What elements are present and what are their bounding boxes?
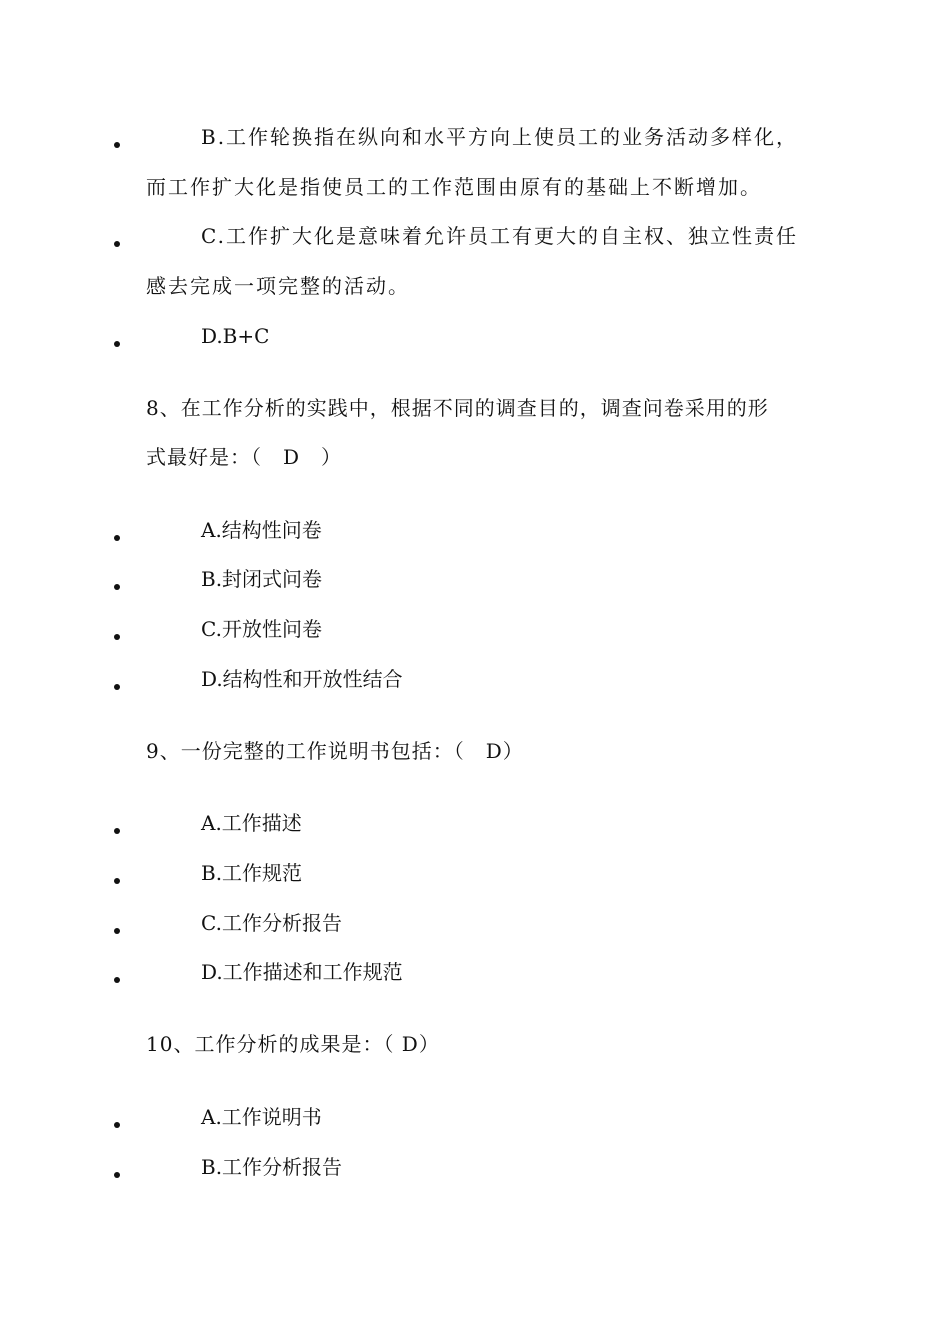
q8-option-c: C.开放性问卷 bbox=[201, 617, 322, 641]
question-10: 10、工作分析的成果是：（ D） bbox=[146, 1032, 440, 1056]
q8-option-b: B.封闭式问卷 bbox=[201, 567, 323, 591]
option-c-line-1: C.工作扩大化是意味着允许员工有更大的自主权、独立性责任 bbox=[201, 224, 798, 248]
list-bullet bbox=[114, 684, 120, 690]
option-c-line-2: 感去完成一项完整的活动。 bbox=[146, 274, 410, 298]
q9-option-d: D.工作描述和工作规范 bbox=[201, 960, 403, 984]
q9-option-a: A.工作描述 bbox=[201, 811, 302, 835]
list-bullet bbox=[114, 977, 120, 983]
question-8-line-2: 式最好是：（ D ） bbox=[146, 445, 343, 469]
list-bullet bbox=[114, 878, 120, 884]
list-bullet bbox=[114, 584, 120, 590]
q10-option-a: A.工作说明书 bbox=[201, 1105, 322, 1129]
list-bullet bbox=[114, 634, 120, 640]
q9-option-b: B.工作规范 bbox=[201, 861, 303, 885]
q8-option-d: D.结构性和开放性结合 bbox=[201, 667, 403, 691]
question-8-line-1: 8、在工作分析的实践中，根据不同的调查目的，调查问卷采用的形 bbox=[146, 396, 769, 420]
option-d: D.B+C bbox=[201, 324, 270, 348]
list-bullet bbox=[114, 341, 120, 347]
option-b-line-2: 而工作扩大化是指使员工的工作范围由原有的基础上不断增加。 bbox=[146, 175, 762, 199]
option-b-line-1: B.工作轮换指在纵向和水平方向上使员工的业务活动多样化， bbox=[201, 125, 799, 149]
q9-option-c: C.工作分析报告 bbox=[201, 911, 342, 935]
list-bullet bbox=[114, 828, 120, 834]
list-bullet bbox=[114, 142, 120, 148]
list-bullet bbox=[114, 1172, 120, 1178]
q8-option-a: A.结构性问卷 bbox=[201, 518, 322, 542]
question-9: 9、一份完整的工作说明书包括：（ D） bbox=[146, 739, 524, 763]
list-bullet bbox=[114, 928, 120, 934]
q10-option-b: B.工作分析报告 bbox=[201, 1155, 343, 1179]
list-bullet bbox=[114, 1122, 120, 1128]
list-bullet bbox=[114, 241, 120, 247]
list-bullet bbox=[114, 535, 120, 541]
